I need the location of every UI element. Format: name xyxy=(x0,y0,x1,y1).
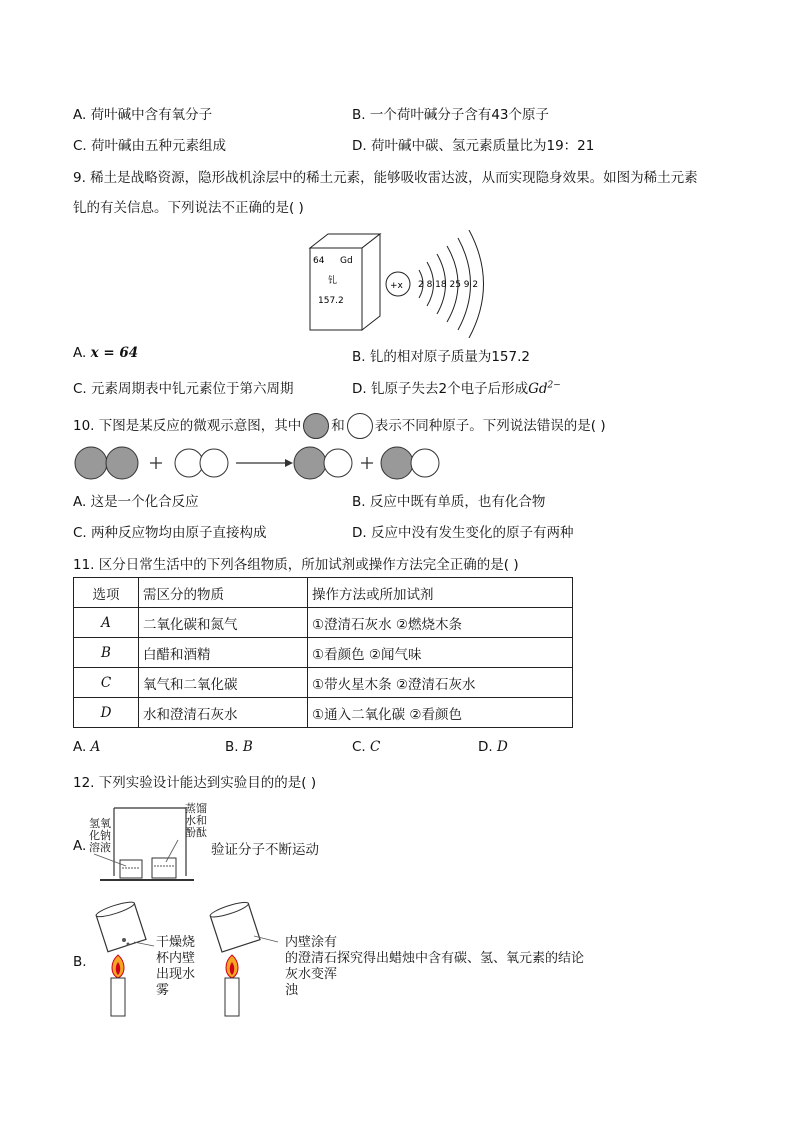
element-cell-side xyxy=(362,234,380,330)
limewater-label-line: 浊 xyxy=(285,983,299,998)
q10-option-c: C. 两种反应物均由原子直接构成 xyxy=(73,525,267,541)
q12-stem: 12. 下列实验设计能达到实验目的的是( ) xyxy=(73,775,317,791)
limewater-label-line: 内壁涂有 xyxy=(285,935,338,950)
q8-option-c: C. 荷叶碱由五种元素组成 xyxy=(73,138,227,154)
q9-option-a-math: x = 64 xyxy=(90,345,139,361)
q10-option-b: B. 反应中既有单质，也有化合物 xyxy=(352,494,546,510)
table-cell-option: B xyxy=(74,638,139,668)
plus-icon xyxy=(150,457,162,469)
q9-option-c: C. 元素周期表中钆元素位于第六周期 xyxy=(73,381,294,397)
dry-beaker-label xyxy=(156,935,195,999)
q10-stem xyxy=(73,413,606,439)
product1-atom-a xyxy=(294,447,326,479)
shell-electrons: 2 8 18 25 9 2 xyxy=(418,280,479,290)
reactant2-atom-b xyxy=(200,449,228,477)
q11-option-d-letter: D xyxy=(496,739,508,755)
naoh-label-line: 氢氧 xyxy=(89,817,111,830)
q10-option-a: A. 这是一个化合反应 xyxy=(73,494,199,510)
q8-option-b: B. 一个荷叶碱分子含有43个原子 xyxy=(352,107,550,123)
gd-element-figure xyxy=(300,230,510,338)
q11-option-a xyxy=(73,739,100,755)
table-cell-substances: 白醋和酒精 xyxy=(139,638,308,668)
plus-icon xyxy=(361,457,373,469)
naoh-label-line: 溶液 xyxy=(89,841,111,854)
table-cell-method: ①通入二氧化碳 ②看颜色 xyxy=(308,698,573,728)
q9-option-a-label: A. xyxy=(73,345,91,361)
candle-right xyxy=(225,978,239,1016)
dry-beaker-label-line: 出现水 xyxy=(156,967,196,982)
reactant1-atom-a xyxy=(75,447,107,479)
q9-option-d xyxy=(352,377,561,397)
limewater-beaker-right xyxy=(209,900,260,952)
table-cell-option: C xyxy=(74,668,139,698)
table-cell-option: A xyxy=(74,608,139,638)
q9-stem-line1: 9. 稀土是战略资源，隐形战机涂层中的稀土元素，能够吸收雷达波，从而实现隐身效果。如图为稀土元素 xyxy=(73,170,698,186)
q8-option-d: D. 荷叶碱中碳、氢元素质量比为19：21 xyxy=(352,138,595,154)
q9-option-d-charge: 2− xyxy=(547,380,561,391)
table-header-cell: 需区分的物质 xyxy=(139,578,308,608)
q9-option-b: B. 钆的相对原子质量为157.2 xyxy=(352,349,530,365)
q11-option-c-label: C. xyxy=(352,739,371,755)
small-beaker-left xyxy=(120,860,142,878)
pointer-line xyxy=(134,942,154,946)
product2-atom-a xyxy=(381,447,413,479)
table-cell-method: ①看颜色 ②闻气味 xyxy=(308,638,573,668)
reactant1-atom-b xyxy=(106,447,138,479)
limewater-label xyxy=(285,935,584,999)
table-cell-substances: 水和澄清石灰水 xyxy=(139,698,308,728)
table-cell-method: ①澄清石灰水 ②燃烧木条 xyxy=(308,608,573,638)
dry-beaker-label-line: 雾 xyxy=(156,983,170,998)
q9-option-a xyxy=(73,345,138,361)
water-droplet-icon xyxy=(122,938,126,942)
water-droplet-icon xyxy=(127,943,130,946)
limewater-label-line: 的澄清石探究得出蜡烛中含有碳、氢、氧元素的结论 xyxy=(285,951,585,966)
q10-stem-post: 表示不同种原子。下列说法错误的是( ) xyxy=(374,418,606,434)
q11-option-b xyxy=(225,739,253,755)
phenolphthalein-label xyxy=(185,803,209,839)
q11-table xyxy=(73,577,573,728)
phenolphthalein-label-line: 蒸馏 xyxy=(185,802,207,815)
product2-atom-b xyxy=(411,449,439,477)
table-cell-option: D xyxy=(74,698,139,728)
q10-stem-mid: 和 xyxy=(331,418,345,434)
q10-option-d: D. 反应中没有发生变化的原子有两种 xyxy=(352,525,574,541)
white-atom-icon xyxy=(347,413,373,439)
table-cell-method: ①带火星木条 ②澄清石灰水 xyxy=(308,668,573,698)
q11-option-d-label: D. xyxy=(478,739,497,755)
element-name: 钆 xyxy=(328,276,338,286)
product1-atom-b xyxy=(324,449,352,477)
atomic-number: 64 xyxy=(313,256,325,266)
limewater-label-line: 灰水变浑 xyxy=(285,967,338,982)
table-header-cell: 选项 xyxy=(74,578,139,608)
q11-option-c-letter: C xyxy=(370,739,381,755)
table-header-cell: 操作方法或所加试剂 xyxy=(308,578,573,608)
naoh-label xyxy=(89,818,113,854)
q12-option-b-label: B. xyxy=(73,954,87,970)
element-symbol: Gd xyxy=(340,256,353,266)
table-header-row xyxy=(74,578,573,608)
nucleus-charge: +x xyxy=(390,281,403,291)
q12-option-a-label: A. xyxy=(73,838,87,854)
q11-stem: 11. 区分日常生活中的下列各组物质，所加试剂或操作方法完全正确的是( ) xyxy=(73,557,519,573)
q12-option-a-text: 验证分子不断运动 xyxy=(211,842,319,858)
dry-beaker-label-line: 杯内壁 xyxy=(156,951,196,966)
table-row xyxy=(74,698,573,728)
q11-option-b-label: B. xyxy=(225,739,243,755)
reactant2-atom-a xyxy=(175,449,203,477)
q11-option-a-letter: A xyxy=(90,739,101,755)
q11-option-a-label: A. xyxy=(73,739,91,755)
reaction-diagram xyxy=(70,444,450,482)
table-row xyxy=(74,608,573,638)
dry-beaker-left xyxy=(95,900,146,952)
table-row xyxy=(74,668,573,698)
small-beaker-right xyxy=(152,858,176,878)
q9-option-d-text: D. 钆原子失去2个电子后形成 xyxy=(352,381,529,397)
q11-option-d xyxy=(478,739,508,755)
table-cell-substances: 氧气和二氧化碳 xyxy=(139,668,308,698)
naoh-label-line: 化钠 xyxy=(89,829,111,842)
phenolphthalein-label-line: 水和 xyxy=(185,814,207,827)
table-row xyxy=(74,638,573,668)
dry-beaker-label-line: 干燥烧 xyxy=(156,935,196,950)
q11-option-b-letter: B xyxy=(242,739,253,755)
phenolphthalein-label-line: 酚酞 xyxy=(185,826,207,839)
q11-option-c xyxy=(352,739,380,755)
q10-stem-pre: 10. 下图是某反应的微观示意图，其中 xyxy=(73,418,302,434)
arrow-head-icon xyxy=(285,459,293,467)
q9-option-d-ion: Gd xyxy=(528,381,548,397)
q8-option-a: A. 荷叶碱中含有氧分子 xyxy=(73,107,213,123)
atomic-mass: 157.2 xyxy=(318,296,344,306)
gray-atom-icon xyxy=(303,413,329,439)
candle-left xyxy=(111,978,125,1016)
q9-stem-line2: 钆的有关信息。下列说法不正确的是( ) xyxy=(73,200,304,216)
table-cell-substances: 二氧化碳和氮气 xyxy=(139,608,308,638)
